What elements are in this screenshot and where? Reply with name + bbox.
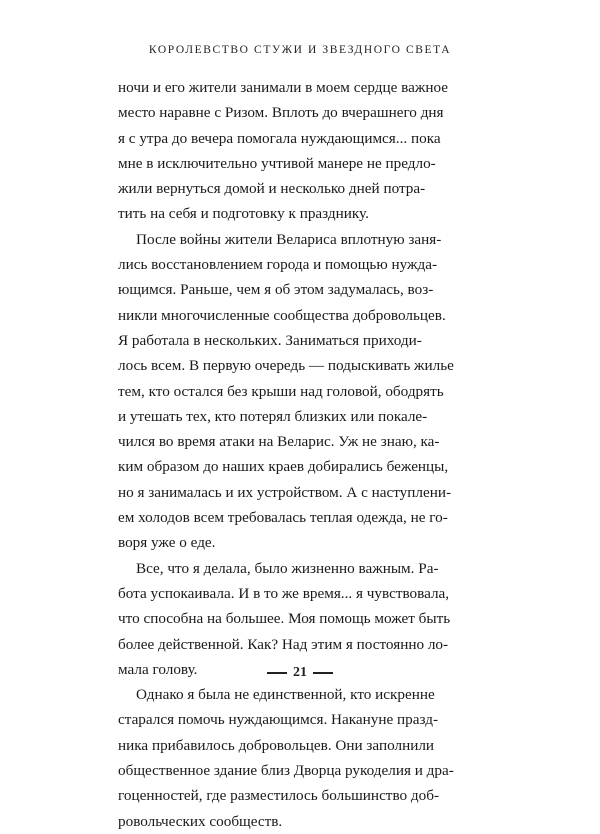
text-line: никли многочисленные сообщества добровольцев. (118, 306, 446, 324)
text-line: тем, кто остался без крыши над головой, ободрять (118, 382, 444, 400)
page-number (0, 665, 600, 681)
text-line: место наравне с Ризом. Вплоть до вчерашнего дня (118, 104, 444, 122)
text-line: жили вернуться домой и несколько дней потра- (118, 180, 426, 198)
text-line: Однако я была не единственной, кто искренне (136, 686, 435, 704)
text-line: ем холодов всем требовалась теплая одежда, не го- (118, 509, 448, 527)
text-line: бота успокаивала. И в то же время... я чувствовала, (118, 584, 450, 602)
text-line: воря уже о еде. (118, 534, 216, 552)
paragraph (118, 682, 478, 834)
text-line: ким образом до наших краев добирались беженцы, (118, 458, 449, 476)
text-line: лись восстановлением города и помощью нужда- (118, 256, 437, 274)
text-line: ника прибавилось добровольцев. Они заполнили (118, 736, 435, 754)
text-line: мала голову. (118, 660, 198, 678)
folio-dash-left (267, 672, 287, 674)
text-line: и утешать тех, кто потерял близких или покале- (118, 407, 428, 425)
text-line: Я работала в нескольких. Заниматься приходи- (118, 331, 422, 349)
page-number-value: 21 (293, 665, 307, 680)
text-line: старался помочь нуждающимся. Накануне празд- (118, 711, 439, 729)
text-line: лось всем. В первую очередь — подыскивать жилье (118, 357, 454, 375)
text-line: ровольческих сообществ. (118, 812, 283, 830)
paragraph (118, 556, 478, 682)
text-line: я с утра до вечера помогала нуждающимся... пока (118, 129, 441, 147)
body-text (118, 75, 478, 834)
text-line: но я занималась и их устройством. А с наступлени- (118, 483, 452, 501)
text-line: Все, что я делала, было жизненно важным. Ра- (136, 559, 439, 577)
text-line: более действенной. Как? Над этим я постоянно ло- (118, 635, 449, 653)
text-line: общественное здание близ Дворца рукоделия и дра- (118, 762, 454, 780)
paragraph (118, 75, 478, 227)
text-line: После войны жители Велариса вплотную заня- (136, 230, 442, 248)
text-line: чился во время атаки на Веларис. Уж не знаю, ка- (118, 433, 440, 451)
text-line: ночи и его жители занимали в моем сердце важное (118, 79, 448, 96)
paragraph (118, 227, 478, 556)
text-line: гоценностей, где разместилось большинство доб- (118, 787, 440, 805)
text-line: ющимся. Раньше, чем я об этом задумалась, воз- (118, 281, 434, 299)
text-line: тить на себя и подготовку к празднику. (118, 205, 369, 223)
text-line: мне в исключительно учтивой манере не предло- (118, 154, 436, 172)
running-head: КОРОЛЕВСТВО СТУЖИ И ЗВЕЗДНОГО СВЕТА (148, 44, 452, 56)
text-line: что способна на большее. Моя помощь может быть (118, 610, 451, 628)
folio-dash-right (313, 672, 333, 674)
